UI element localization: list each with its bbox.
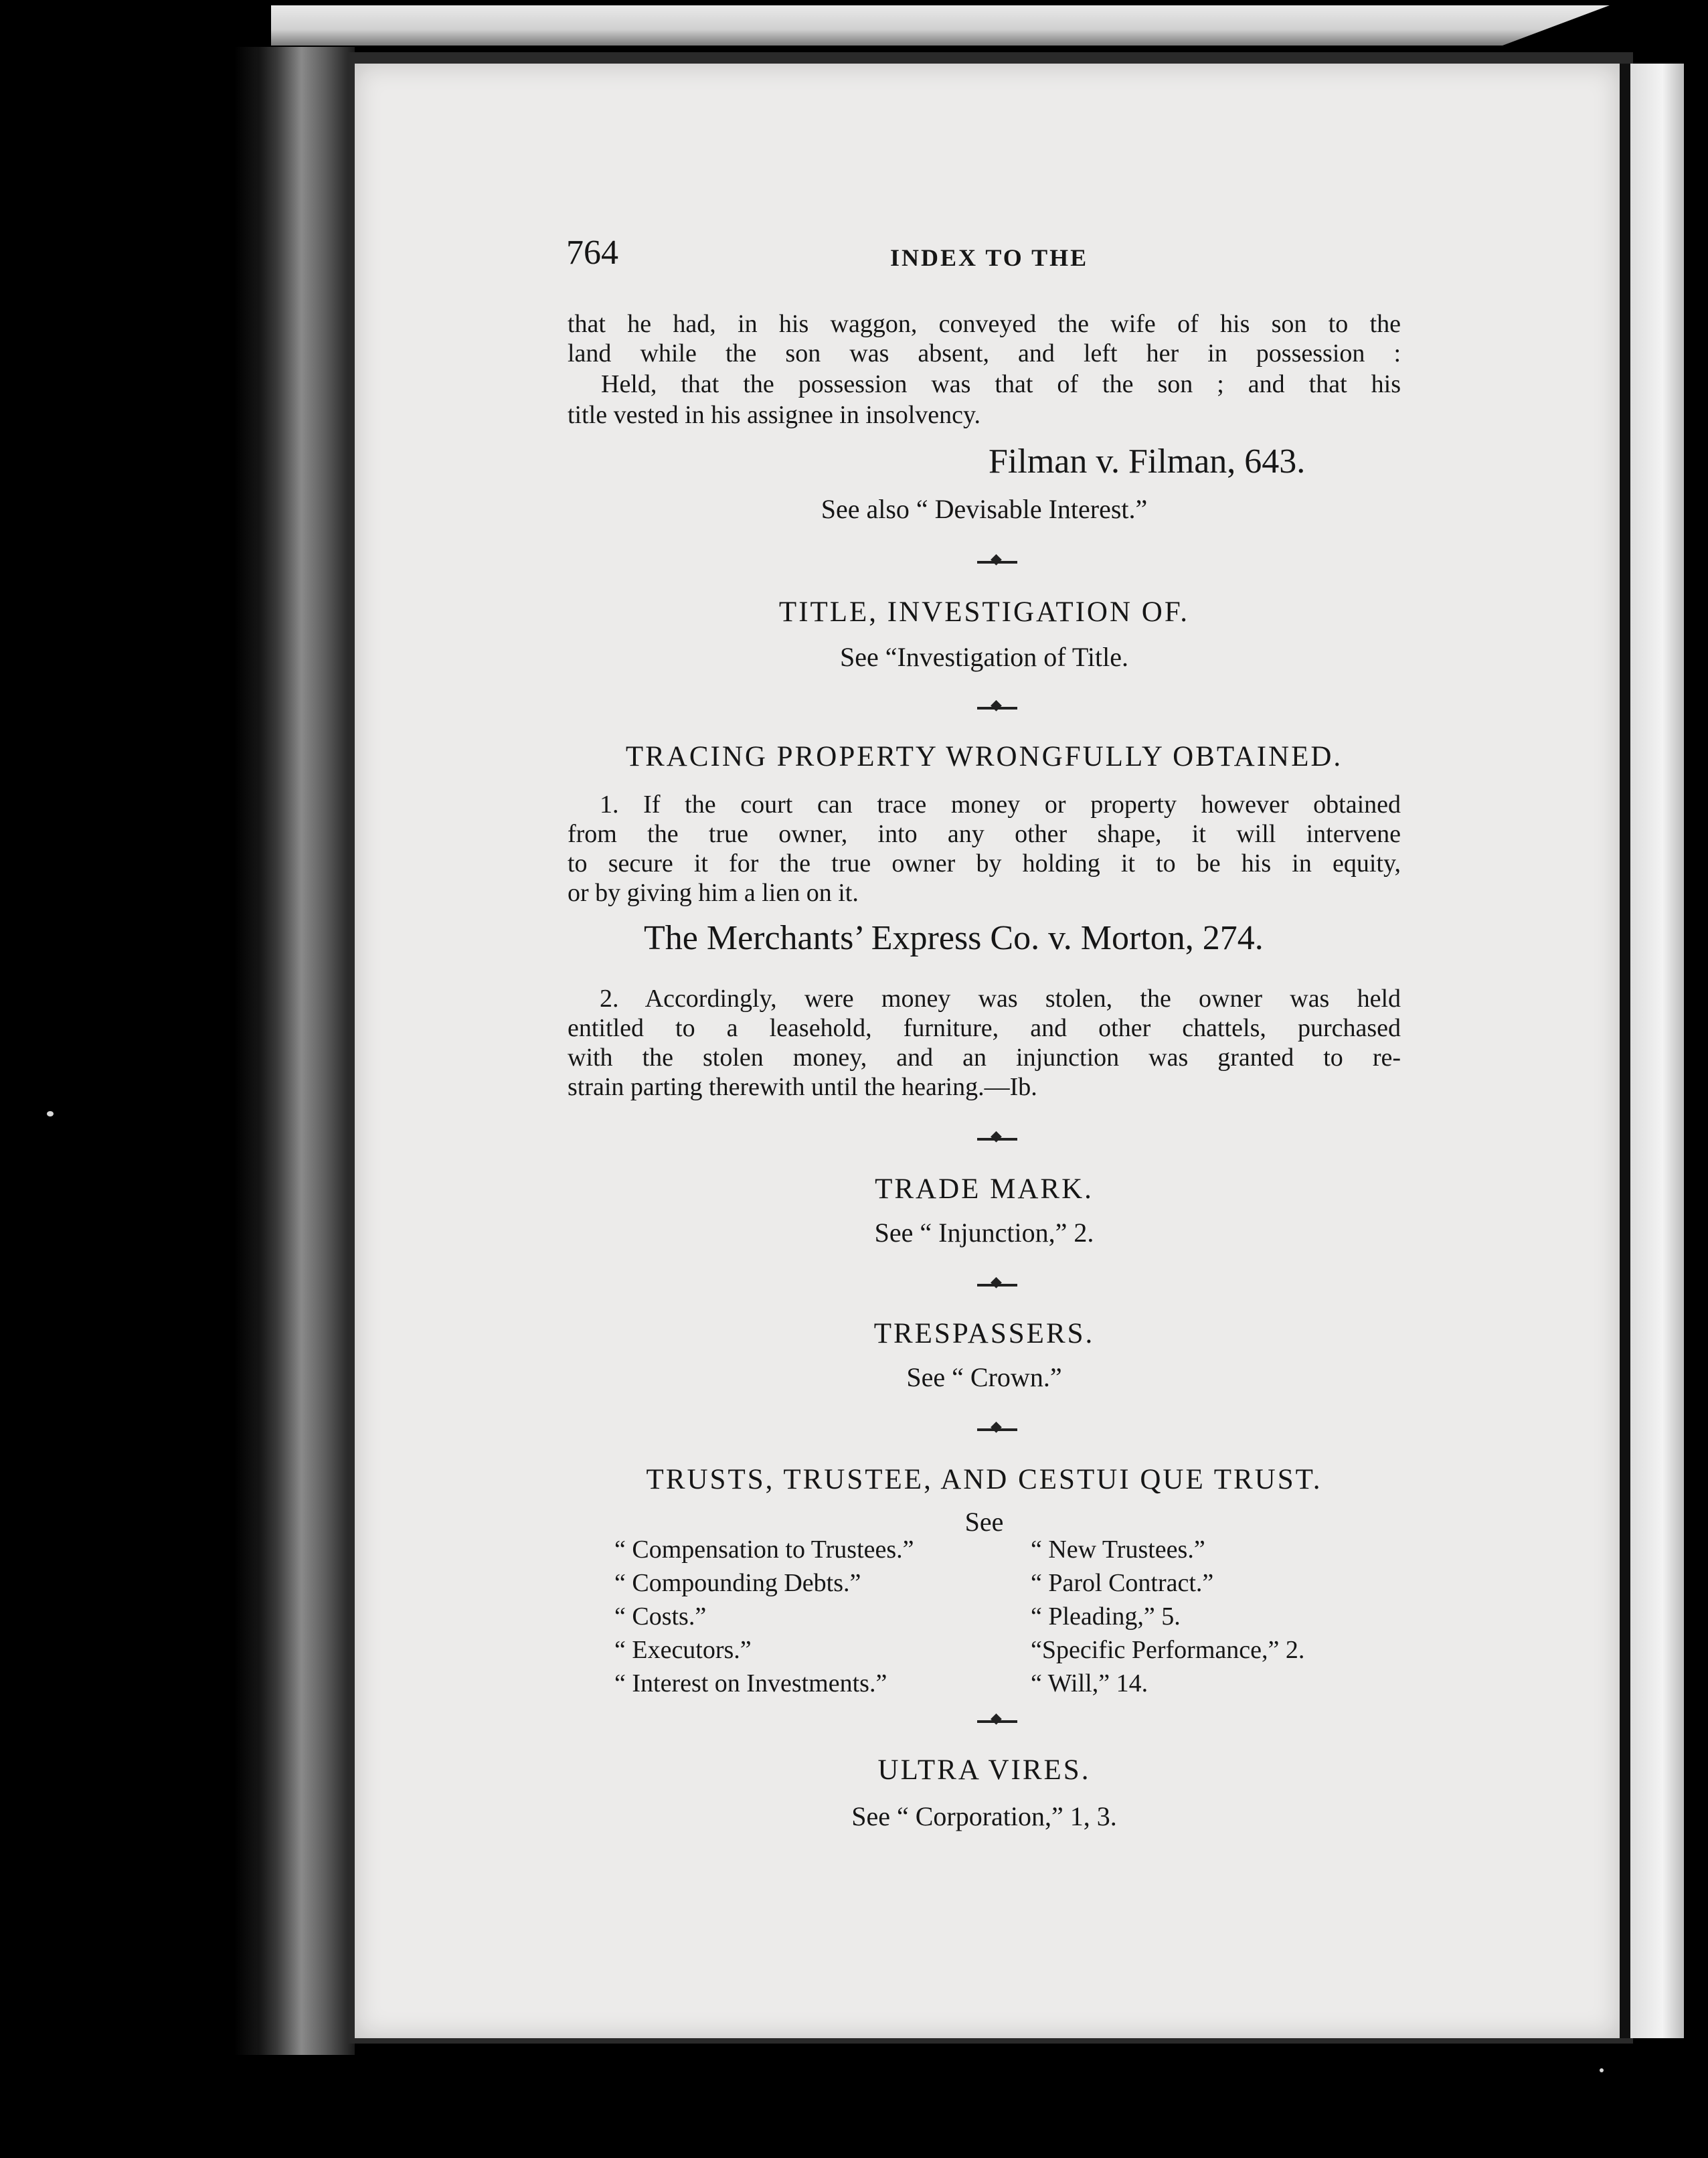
running-title: INDEX TO THE [890,244,1089,271]
paragraph-line: that he had, in his waggon, conveyed the wife of his son to the [568,310,1401,338]
scan-top-glare [271,5,1610,46]
paragraph-line: to secure it for the true owner by holding it to be his in equity, [568,849,1401,878]
list-item: “ Executors.” [614,1636,752,1664]
see-also: See also “ Devisable Interest.” [821,494,1148,524]
paragraph-line: with the stolen money, and an injunction was granted to re- [568,1044,1401,1072]
paragraph-line: from the true owner, into any other shape, it will intervene [568,820,1401,848]
paragraph-line: title vested in his assignee in insolvency. [568,401,981,429]
cross-reference: See “ Crown.” [906,1362,1062,1392]
section-divider [977,561,1017,564]
list-item: “ Costs.” [614,1602,707,1631]
case-citation: The Merchants’ Express Co. v. Morton, 274. [644,919,1264,957]
scan-speck [47,1111,54,1116]
list-item: “ Pleading,” 5. [1031,1602,1181,1631]
section-heading: ULTRA VIRES. [877,1754,1091,1786]
page-number: 764 [566,234,618,272]
cross-reference: See “ Injunction,” 2. [874,1218,1094,1248]
paragraph-line: 2. Accordingly, were money was stolen, the owner was held [600,985,1401,1013]
paragraph-line: strain parting therewith until the hearing.—Ib. [568,1073,1037,1101]
cross-reference: See “ Corporation,” 1, 3. [851,1801,1117,1831]
next-page-edge [1630,64,1684,2038]
paragraph-line: Held, that the possession was that of the son ; and that his [601,370,1401,398]
paragraph-line: 1. If the court can trace money or property however obtained [600,791,1401,819]
cross-reference-label: See [964,1507,1004,1537]
section-divider [977,1720,1017,1723]
section-divider [977,1428,1017,1431]
section-divider [977,1284,1017,1286]
paragraph-line: land while the son was absent, and left her in possession : [568,339,1401,367]
list-item: “ Will,” 14. [1031,1669,1148,1697]
list-item: “ Compounding Debts.” [614,1569,861,1597]
section-heading: TRUSTS, TRUSTEE, AND CESTUI QUE TRUST. [646,1464,1322,1495]
list-item: “ Interest on Investments.” [614,1669,887,1697]
section-heading: TITLE, INVESTIGATION OF. [778,596,1190,628]
section-heading: TRESPASSERS. [873,1318,1095,1349]
case-citation: Filman v. Filman, 643. [989,442,1306,481]
section-divider [977,1138,1017,1141]
scan-speck [1600,2068,1604,2072]
list-item: “ Parol Contract.” [1031,1569,1214,1597]
section-heading: TRADE MARK. [875,1173,1094,1205]
section-heading: TRACING PROPERTY WRONGFULLY OBTAINED. [625,741,1343,772]
page-right-edge [1620,64,1630,2038]
list-item: “ Compensation to Trustees.” [614,1536,914,1564]
book-spine [258,47,355,2055]
paragraph-line: entitled to a leasehold, furniture, and other chattels, purchased [568,1014,1401,1042]
section-divider [977,707,1017,710]
cross-reference-list-left [614,1533,914,1700]
list-item: “ New Trustees.” [1031,1536,1205,1564]
list-item: “Specific Performance,” 2. [1031,1636,1305,1664]
cross-reference-list-right [1031,1533,1304,1700]
paragraph-line: or by giving him a lien on it. [568,879,859,907]
cross-reference: See “Investigation of Title. [839,642,1129,672]
